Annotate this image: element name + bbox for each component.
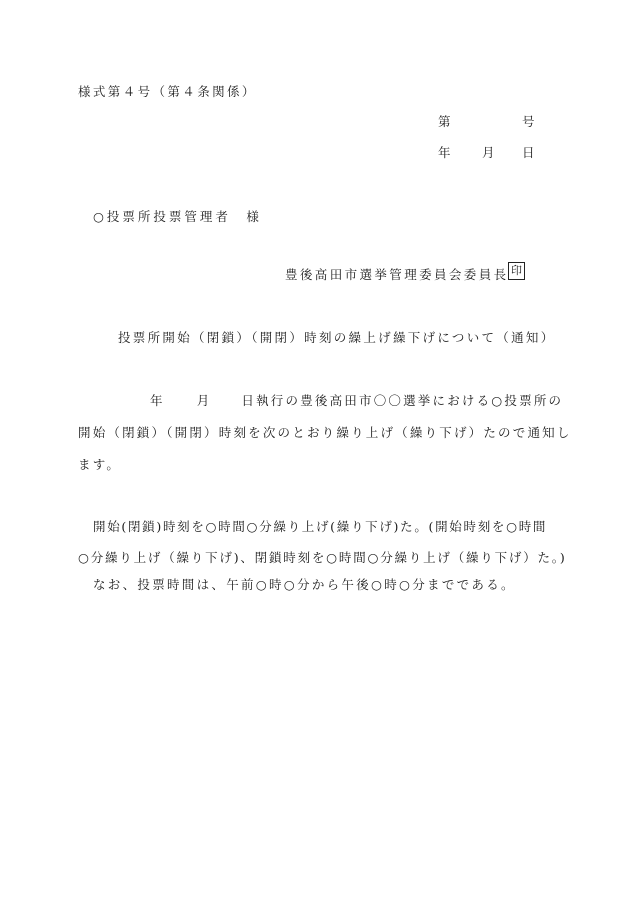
sender: 豊後高田市選挙管理委員会委員長 [285, 267, 509, 282]
doc-number-suffix: 号 [522, 114, 537, 129]
body-line-1-rest: 日執行の豊後高田市〇〇選挙における○投票所の [241, 393, 564, 408]
form-number: 様式第４号（第４条関係） [78, 84, 257, 99]
seal-stamp: 印 [508, 262, 525, 280]
subject-title: 投票所開始（閉鎖）（開閉）時刻の繰上げ繰下げについて（通知） [118, 330, 556, 345]
body-year: 年 [150, 393, 165, 408]
date-year: 年 [438, 145, 453, 160]
date-month: 月 [482, 145, 497, 160]
body-month: 月 [196, 393, 212, 408]
body-line-1 [150, 391, 563, 409]
body-line-2: 開始（閉鎖）（開閉）時刻を次のとおり繰り上げ（繰り下げ）たので通知し [78, 425, 572, 440]
content-line-1: 開始(閉鎖)時刻を○時間○分繰り上げ(繰り下げ)た。(開始時刻を○時間 [93, 519, 548, 534]
content-line-3: なお、投票時間は、午前○時○分から午後○時○分までである。 [93, 577, 516, 592]
addressee: ○投票所投票管理者 様 [93, 209, 262, 224]
body-line-3: ます。 [78, 457, 122, 472]
doc-number-prefix: 第 [438, 114, 453, 129]
content-line-2: ○分繰り上げ（繰り下げ)、閉鎖時刻を○時間○分繰り上げ（繰り下げ）た。) [78, 550, 567, 565]
date-day: 日 [522, 145, 537, 160]
